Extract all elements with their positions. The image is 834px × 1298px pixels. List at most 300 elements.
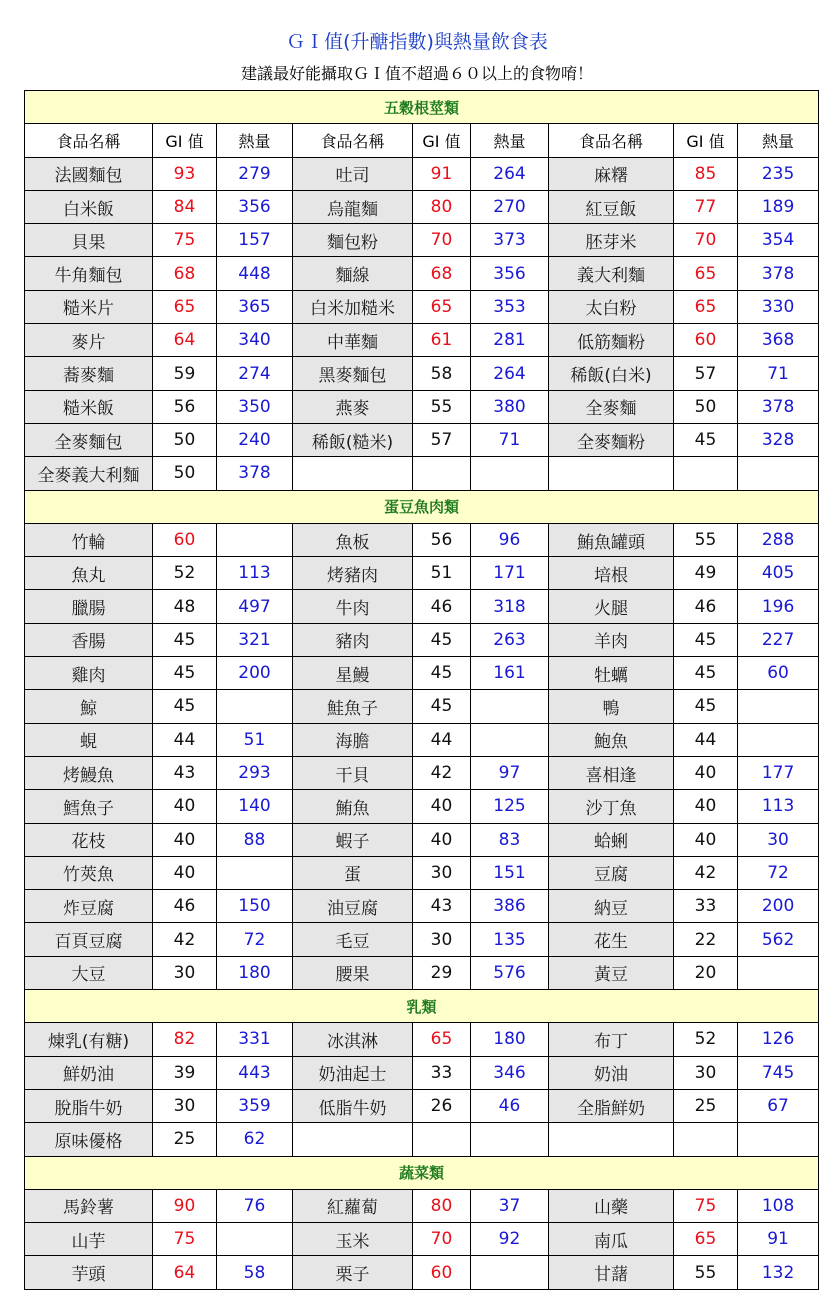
- food-name-cell: 玉米: [293, 1223, 413, 1256]
- calorie-value-cell: 328: [738, 423, 819, 456]
- gi-value-cell: 65: [674, 1223, 738, 1256]
- table-row: [25, 956, 819, 989]
- category-row: [25, 1156, 819, 1189]
- food-name-cell: 烤豬肉: [293, 557, 413, 590]
- food-name-cell: 芋頭: [25, 1256, 153, 1289]
- calorie-value-cell: 288: [738, 523, 819, 556]
- food-name-cell: 百頁豆腐: [25, 923, 153, 956]
- calorie-value-cell: 62: [217, 1123, 293, 1156]
- table-row: [25, 190, 819, 223]
- calorie-value-cell: 46: [471, 1089, 549, 1122]
- gi-value-cell: 45: [674, 423, 738, 456]
- food-name-cell: 煉乳(有糖): [25, 1023, 153, 1056]
- food-name-cell: 鮪魚: [293, 790, 413, 823]
- food-name-cell: 糙米片: [25, 290, 153, 323]
- food-name-cell: 甘藷: [549, 1256, 674, 1289]
- column-header: 熱量: [471, 124, 549, 157]
- food-name-cell: 栗子: [293, 1256, 413, 1289]
- calorie-value-cell: 745: [738, 1056, 819, 1089]
- gi-value-cell: 45: [153, 623, 217, 656]
- table-row: [25, 590, 819, 623]
- gi-value-cell: 64: [153, 324, 217, 357]
- page-subtitle: 建議最好能攝取ＧＩ值不超過６０以上的食物唷！: [240, 64, 593, 83]
- calorie-value-cell: 405: [738, 557, 819, 590]
- food-name-cell: 鴨: [549, 690, 674, 723]
- calorie-value-cell: 97: [471, 756, 549, 789]
- food-name-cell: 黃豆: [549, 956, 674, 989]
- calorie-value-cell: [471, 457, 549, 490]
- food-name-cell: 鱈魚子: [25, 790, 153, 823]
- food-name-cell: 山芋: [25, 1223, 153, 1256]
- calorie-value-cell: 189: [738, 190, 819, 223]
- food-name-cell: 太白粉: [549, 290, 674, 323]
- food-name-cell: 奶油起士: [293, 1056, 413, 1089]
- table-row: [25, 790, 819, 823]
- gi-value-cell: 65: [153, 290, 217, 323]
- gi-value-cell: 45: [413, 690, 471, 723]
- table-row: [25, 1023, 819, 1056]
- calorie-value-cell: 67: [738, 1089, 819, 1122]
- gi-value-cell: 84: [153, 190, 217, 223]
- food-name-cell: 星鰻: [293, 657, 413, 690]
- calorie-value-cell: 113: [217, 557, 293, 590]
- gi-value-cell: 20: [674, 956, 738, 989]
- calorie-value-cell: 354: [738, 224, 819, 257]
- calorie-value-cell: 200: [738, 890, 819, 923]
- gi-value-cell: 68: [413, 257, 471, 290]
- gi-value-cell: [674, 457, 738, 490]
- gi-value-cell: 65: [674, 257, 738, 290]
- calorie-value-cell: [217, 1223, 293, 1256]
- calorie-value-cell: [471, 690, 549, 723]
- food-name-cell: 培根: [549, 557, 674, 590]
- gi-value-cell: 59: [153, 357, 217, 390]
- food-name-cell: 海膽: [293, 723, 413, 756]
- food-name-cell: 麥片: [25, 324, 153, 357]
- calorie-value-cell: 60: [738, 657, 819, 690]
- calorie-value-cell: 132: [738, 1256, 819, 1289]
- column-header: GI 值: [413, 124, 471, 157]
- category-label: 蔬菜類: [25, 1156, 819, 1189]
- gi-value-cell: 44: [413, 723, 471, 756]
- calorie-value-cell: 263: [471, 623, 549, 656]
- category-label: 五穀根莖類: [25, 91, 819, 124]
- food-name-cell: 牛角麵包: [25, 257, 153, 290]
- gi-value-cell: 45: [153, 657, 217, 690]
- gi-value-cell: 44: [153, 723, 217, 756]
- calorie-value-cell: 264: [471, 157, 549, 190]
- gi-value-cell: [674, 1123, 738, 1156]
- food-name-cell: 牛肉: [293, 590, 413, 623]
- food-name-cell: 低筋麵粉: [549, 324, 674, 357]
- gi-value-cell: 80: [413, 190, 471, 223]
- food-name-cell: 燕麥: [293, 390, 413, 423]
- gi-value-cell: 40: [153, 790, 217, 823]
- calorie-value-cell: 150: [217, 890, 293, 923]
- food-name-cell: 花生: [549, 923, 674, 956]
- calorie-value-cell: 562: [738, 923, 819, 956]
- gi-value-cell: 49: [674, 557, 738, 590]
- calorie-value-cell: 140: [217, 790, 293, 823]
- calorie-value-cell: 346: [471, 1056, 549, 1089]
- food-name-cell: 紅豆飯: [549, 190, 674, 223]
- gi-value-cell: 75: [153, 1223, 217, 1256]
- gi-value-cell: 56: [413, 523, 471, 556]
- gi-value-cell: 30: [674, 1056, 738, 1089]
- gi-value-cell: 52: [153, 557, 217, 590]
- food-name-cell: 低脂牛奶: [293, 1089, 413, 1122]
- food-name-cell: 大豆: [25, 956, 153, 989]
- gi-value-cell: 30: [153, 1089, 217, 1122]
- gi-value-cell: 42: [674, 856, 738, 889]
- category-row: [25, 490, 819, 523]
- food-name-cell: 鮮奶油: [25, 1056, 153, 1089]
- calorie-value-cell: 72: [217, 923, 293, 956]
- food-name-cell: 布丁: [549, 1023, 674, 1056]
- calorie-value-cell: [738, 690, 819, 723]
- food-name-cell: [293, 1123, 413, 1156]
- page-title: ＧＩ值(升醣指數)與熱量飲食表: [286, 31, 548, 53]
- gi-value-cell: 60: [674, 324, 738, 357]
- food-name-cell: 炸豆腐: [25, 890, 153, 923]
- table-row: [25, 1189, 819, 1222]
- gi-value-cell: 65: [674, 290, 738, 323]
- gi-value-cell: 70: [674, 224, 738, 257]
- food-name-cell: 胚芽米: [549, 224, 674, 257]
- calorie-value-cell: [471, 1256, 549, 1289]
- calorie-value-cell: [738, 956, 819, 989]
- category-label: 蛋豆魚肉類: [25, 490, 819, 523]
- gi-value-cell: 58: [413, 357, 471, 390]
- calorie-value-cell: 321: [217, 623, 293, 656]
- food-name-cell: 豬肉: [293, 623, 413, 656]
- gi-value-cell: 60: [153, 523, 217, 556]
- calorie-value-cell: 356: [471, 257, 549, 290]
- calorie-value-cell: 378: [217, 457, 293, 490]
- food-name-cell: 腰果: [293, 956, 413, 989]
- calorie-value-cell: 386: [471, 890, 549, 923]
- calorie-value-cell: 227: [738, 623, 819, 656]
- calorie-value-cell: 576: [471, 956, 549, 989]
- calorie-value-cell: 270: [471, 190, 549, 223]
- gi-value-cell: 50: [153, 423, 217, 456]
- food-name-cell: 羊肉: [549, 623, 674, 656]
- gi-value-cell: 70: [413, 224, 471, 257]
- calorie-value-cell: 135: [471, 923, 549, 956]
- gi-value-cell: 65: [413, 290, 471, 323]
- table-row: [25, 723, 819, 756]
- gi-value-cell: 29: [413, 956, 471, 989]
- column-header: 食品名稱: [25, 124, 153, 157]
- gi-value-cell: 40: [674, 756, 738, 789]
- gi-value-cell: 30: [153, 956, 217, 989]
- calorie-value-cell: [217, 690, 293, 723]
- table-row: [25, 756, 819, 789]
- calorie-value-cell: [738, 457, 819, 490]
- calorie-value-cell: 76: [217, 1189, 293, 1222]
- food-name-cell: 喜相逢: [549, 756, 674, 789]
- calorie-value-cell: 58: [217, 1256, 293, 1289]
- table-row: [25, 290, 819, 323]
- food-name-cell: 吐司: [293, 157, 413, 190]
- gi-value-cell: 55: [674, 1256, 738, 1289]
- calorie-value-cell: 161: [471, 657, 549, 690]
- calorie-value-cell: 125: [471, 790, 549, 823]
- food-name-cell: 鮭魚子: [293, 690, 413, 723]
- calorie-value-cell: 293: [217, 756, 293, 789]
- gi-value-cell: 93: [153, 157, 217, 190]
- food-name-cell: 毛豆: [293, 923, 413, 956]
- food-name-cell: 全脂鮮奶: [549, 1089, 674, 1122]
- food-name-cell: 貝果: [25, 224, 153, 257]
- food-name-cell: 奶油: [549, 1056, 674, 1089]
- gi-value-cell: 26: [413, 1089, 471, 1122]
- gi-value-cell: 45: [674, 623, 738, 656]
- calorie-value-cell: 350: [217, 390, 293, 423]
- calorie-value-cell: 71: [471, 423, 549, 456]
- gi-value-cell: 70: [413, 1223, 471, 1256]
- gi-value-cell: 46: [674, 590, 738, 623]
- food-name-cell: 全麥義大利麵: [25, 457, 153, 490]
- calorie-value-cell: 51: [217, 723, 293, 756]
- food-name-cell: [293, 457, 413, 490]
- gi-value-cell: 56: [153, 390, 217, 423]
- calorie-value-cell: 180: [217, 956, 293, 989]
- calorie-value-cell: 274: [217, 357, 293, 390]
- food-name-cell: [549, 1123, 674, 1156]
- food-name-cell: 魚丸: [25, 557, 153, 590]
- calorie-value-cell: 235: [738, 157, 819, 190]
- column-header: 食品名稱: [549, 124, 674, 157]
- food-name-cell: 稀飯(糙米): [293, 423, 413, 456]
- calorie-value-cell: 91: [738, 1223, 819, 1256]
- gi-value-cell: 40: [153, 823, 217, 856]
- gi-value-cell: 42: [153, 923, 217, 956]
- gi-value-cell: 65: [413, 1023, 471, 1056]
- gi-value-cell: 82: [153, 1023, 217, 1056]
- calorie-value-cell: 331: [217, 1023, 293, 1056]
- calorie-value-cell: 171: [471, 557, 549, 590]
- food-name-cell: 紅蘿蔔: [293, 1189, 413, 1222]
- food-name-cell: 白米加糙米: [293, 290, 413, 323]
- calorie-value-cell: 88: [217, 823, 293, 856]
- calorie-value-cell: 380: [471, 390, 549, 423]
- gi-value-cell: 45: [413, 623, 471, 656]
- gi-value-cell: 75: [674, 1189, 738, 1222]
- food-name-cell: 白米飯: [25, 190, 153, 223]
- food-name-cell: 糙米飯: [25, 390, 153, 423]
- food-name-cell: 全麥麵包: [25, 423, 153, 456]
- table-body: [25, 91, 819, 1290]
- gi-value-cell: 50: [153, 457, 217, 490]
- gi-value-cell: [413, 457, 471, 490]
- calorie-value-cell: 108: [738, 1189, 819, 1222]
- calorie-value-cell: 359: [217, 1089, 293, 1122]
- gi-value-cell: 33: [413, 1056, 471, 1089]
- gi-value-cell: 45: [674, 657, 738, 690]
- gi-value-cell: 57: [413, 423, 471, 456]
- food-name-cell: 鮑魚: [549, 723, 674, 756]
- food-name-cell: 魚板: [293, 523, 413, 556]
- gi-value-cell: 75: [153, 224, 217, 257]
- gi-calorie-table: [24, 90, 819, 1290]
- gi-value-cell: 43: [413, 890, 471, 923]
- food-name-cell: 油豆腐: [293, 890, 413, 923]
- gi-value-cell: 68: [153, 257, 217, 290]
- calorie-value-cell: 356: [217, 190, 293, 223]
- category-label: 乳類: [25, 990, 819, 1023]
- table-row: [25, 257, 819, 290]
- food-name-cell: 冰淇淋: [293, 1023, 413, 1056]
- gi-value-cell: 43: [153, 756, 217, 789]
- gi-value-cell: 46: [413, 590, 471, 623]
- gi-value-cell: 60: [413, 1256, 471, 1289]
- food-name-cell: 原味優格: [25, 1123, 153, 1156]
- food-name-cell: 納豆: [549, 890, 674, 923]
- food-name-cell: 蕎麥麵: [25, 357, 153, 390]
- food-name-cell: 竹莢魚: [25, 856, 153, 889]
- gi-value-cell: 55: [674, 523, 738, 556]
- calorie-value-cell: 37: [471, 1189, 549, 1222]
- calorie-value-cell: 126: [738, 1023, 819, 1056]
- gi-value-cell: 45: [153, 690, 217, 723]
- table-row: [25, 324, 819, 357]
- gi-value-cell: 40: [153, 856, 217, 889]
- calorie-value-cell: 180: [471, 1023, 549, 1056]
- table-row: [25, 823, 819, 856]
- gi-value-cell: 90: [153, 1189, 217, 1222]
- calorie-value-cell: [471, 1123, 549, 1156]
- column-header: 熱量: [738, 124, 819, 157]
- calorie-value-cell: [738, 723, 819, 756]
- food-name-cell: 鮪魚罐頭: [549, 523, 674, 556]
- food-name-cell: 法國麵包: [25, 157, 153, 190]
- food-name-cell: 馬鈴薯: [25, 1189, 153, 1222]
- calorie-value-cell: [217, 523, 293, 556]
- calorie-value-cell: 497: [217, 590, 293, 623]
- gi-value-cell: 77: [674, 190, 738, 223]
- table-row: [25, 224, 819, 257]
- food-name-cell: 花枝: [25, 823, 153, 856]
- table-row: [25, 1089, 819, 1122]
- food-name-cell: 鯨: [25, 690, 153, 723]
- food-name-cell: 南瓜: [549, 1223, 674, 1256]
- gi-value-cell: 61: [413, 324, 471, 357]
- calorie-value-cell: 83: [471, 823, 549, 856]
- table-row: [25, 1123, 819, 1156]
- food-name-cell: [549, 457, 674, 490]
- gi-value-cell: 33: [674, 890, 738, 923]
- calorie-value-cell: 177: [738, 756, 819, 789]
- gi-value-cell: [413, 1123, 471, 1156]
- calorie-value-cell: 318: [471, 590, 549, 623]
- calorie-value-cell: 92: [471, 1223, 549, 1256]
- food-name-cell: 蛋: [293, 856, 413, 889]
- gi-value-cell: 25: [674, 1089, 738, 1122]
- food-name-cell: 臘腸: [25, 590, 153, 623]
- calorie-value-cell: 443: [217, 1056, 293, 1089]
- calorie-value-cell: 30: [738, 823, 819, 856]
- gi-value-cell: 45: [413, 657, 471, 690]
- table-row: [25, 856, 819, 889]
- gi-value-cell: 40: [674, 823, 738, 856]
- gi-value-cell: 55: [413, 390, 471, 423]
- calorie-value-cell: 240: [217, 423, 293, 456]
- calorie-value-cell: [738, 1123, 819, 1156]
- calorie-value-cell: 340: [217, 324, 293, 357]
- table-row: [25, 1223, 819, 1256]
- category-row: [25, 990, 819, 1023]
- food-name-cell: 麵包粉: [293, 224, 413, 257]
- gi-value-cell: 52: [674, 1023, 738, 1056]
- gi-value-cell: 22: [674, 923, 738, 956]
- gi-value-cell: 44: [674, 723, 738, 756]
- calorie-value-cell: 353: [471, 290, 549, 323]
- table-row: [25, 557, 819, 590]
- calorie-value-cell: 365: [217, 290, 293, 323]
- food-name-cell: 山藥: [549, 1189, 674, 1222]
- calorie-value-cell: 113: [738, 790, 819, 823]
- calorie-value-cell: 264: [471, 357, 549, 390]
- food-name-cell: 蜆: [25, 723, 153, 756]
- table-row: [25, 657, 819, 690]
- food-name-cell: 沙丁魚: [549, 790, 674, 823]
- column-header: GI 值: [153, 124, 217, 157]
- food-name-cell: 烏龍麵: [293, 190, 413, 223]
- gi-value-cell: 40: [413, 823, 471, 856]
- food-name-cell: 黑麥麵包: [293, 357, 413, 390]
- food-name-cell: 雞肉: [25, 657, 153, 690]
- table-row: [25, 423, 819, 456]
- food-name-cell: 全麥麵粉: [549, 423, 674, 456]
- gi-value-cell: 40: [674, 790, 738, 823]
- column-header: GI 值: [674, 124, 738, 157]
- calorie-value-cell: 378: [738, 257, 819, 290]
- column-header: 熱量: [217, 124, 293, 157]
- header-row: [25, 124, 819, 157]
- food-name-cell: 全麥麵: [549, 390, 674, 423]
- table-row: [25, 690, 819, 723]
- calorie-value-cell: 71: [738, 357, 819, 390]
- calorie-value-cell: 200: [217, 657, 293, 690]
- calorie-value-cell: 96: [471, 523, 549, 556]
- calorie-value-cell: 330: [738, 290, 819, 323]
- food-name-cell: 干貝: [293, 756, 413, 789]
- gi-value-cell: 30: [413, 856, 471, 889]
- gi-value-cell: 80: [413, 1189, 471, 1222]
- calorie-value-cell: 196: [738, 590, 819, 623]
- table-row: [25, 457, 819, 490]
- calorie-value-cell: 151: [471, 856, 549, 889]
- calorie-value-cell: 373: [471, 224, 549, 257]
- calorie-value-cell: 279: [217, 157, 293, 190]
- gi-value-cell: 40: [413, 790, 471, 823]
- calorie-value-cell: 281: [471, 324, 549, 357]
- food-name-cell: 火腿: [549, 590, 674, 623]
- calorie-value-cell: 157: [217, 224, 293, 257]
- gi-value-cell: 91: [413, 157, 471, 190]
- food-name-cell: 脫脂牛奶: [25, 1089, 153, 1122]
- table-row: [25, 357, 819, 390]
- column-header: 食品名稱: [293, 124, 413, 157]
- table-row: [25, 623, 819, 656]
- gi-value-cell: 64: [153, 1256, 217, 1289]
- food-name-cell: 蛤蜊: [549, 823, 674, 856]
- table-row: [25, 923, 819, 956]
- gi-value-cell: 46: [153, 890, 217, 923]
- table-row: [25, 1056, 819, 1089]
- food-name-cell: 牡蠣: [549, 657, 674, 690]
